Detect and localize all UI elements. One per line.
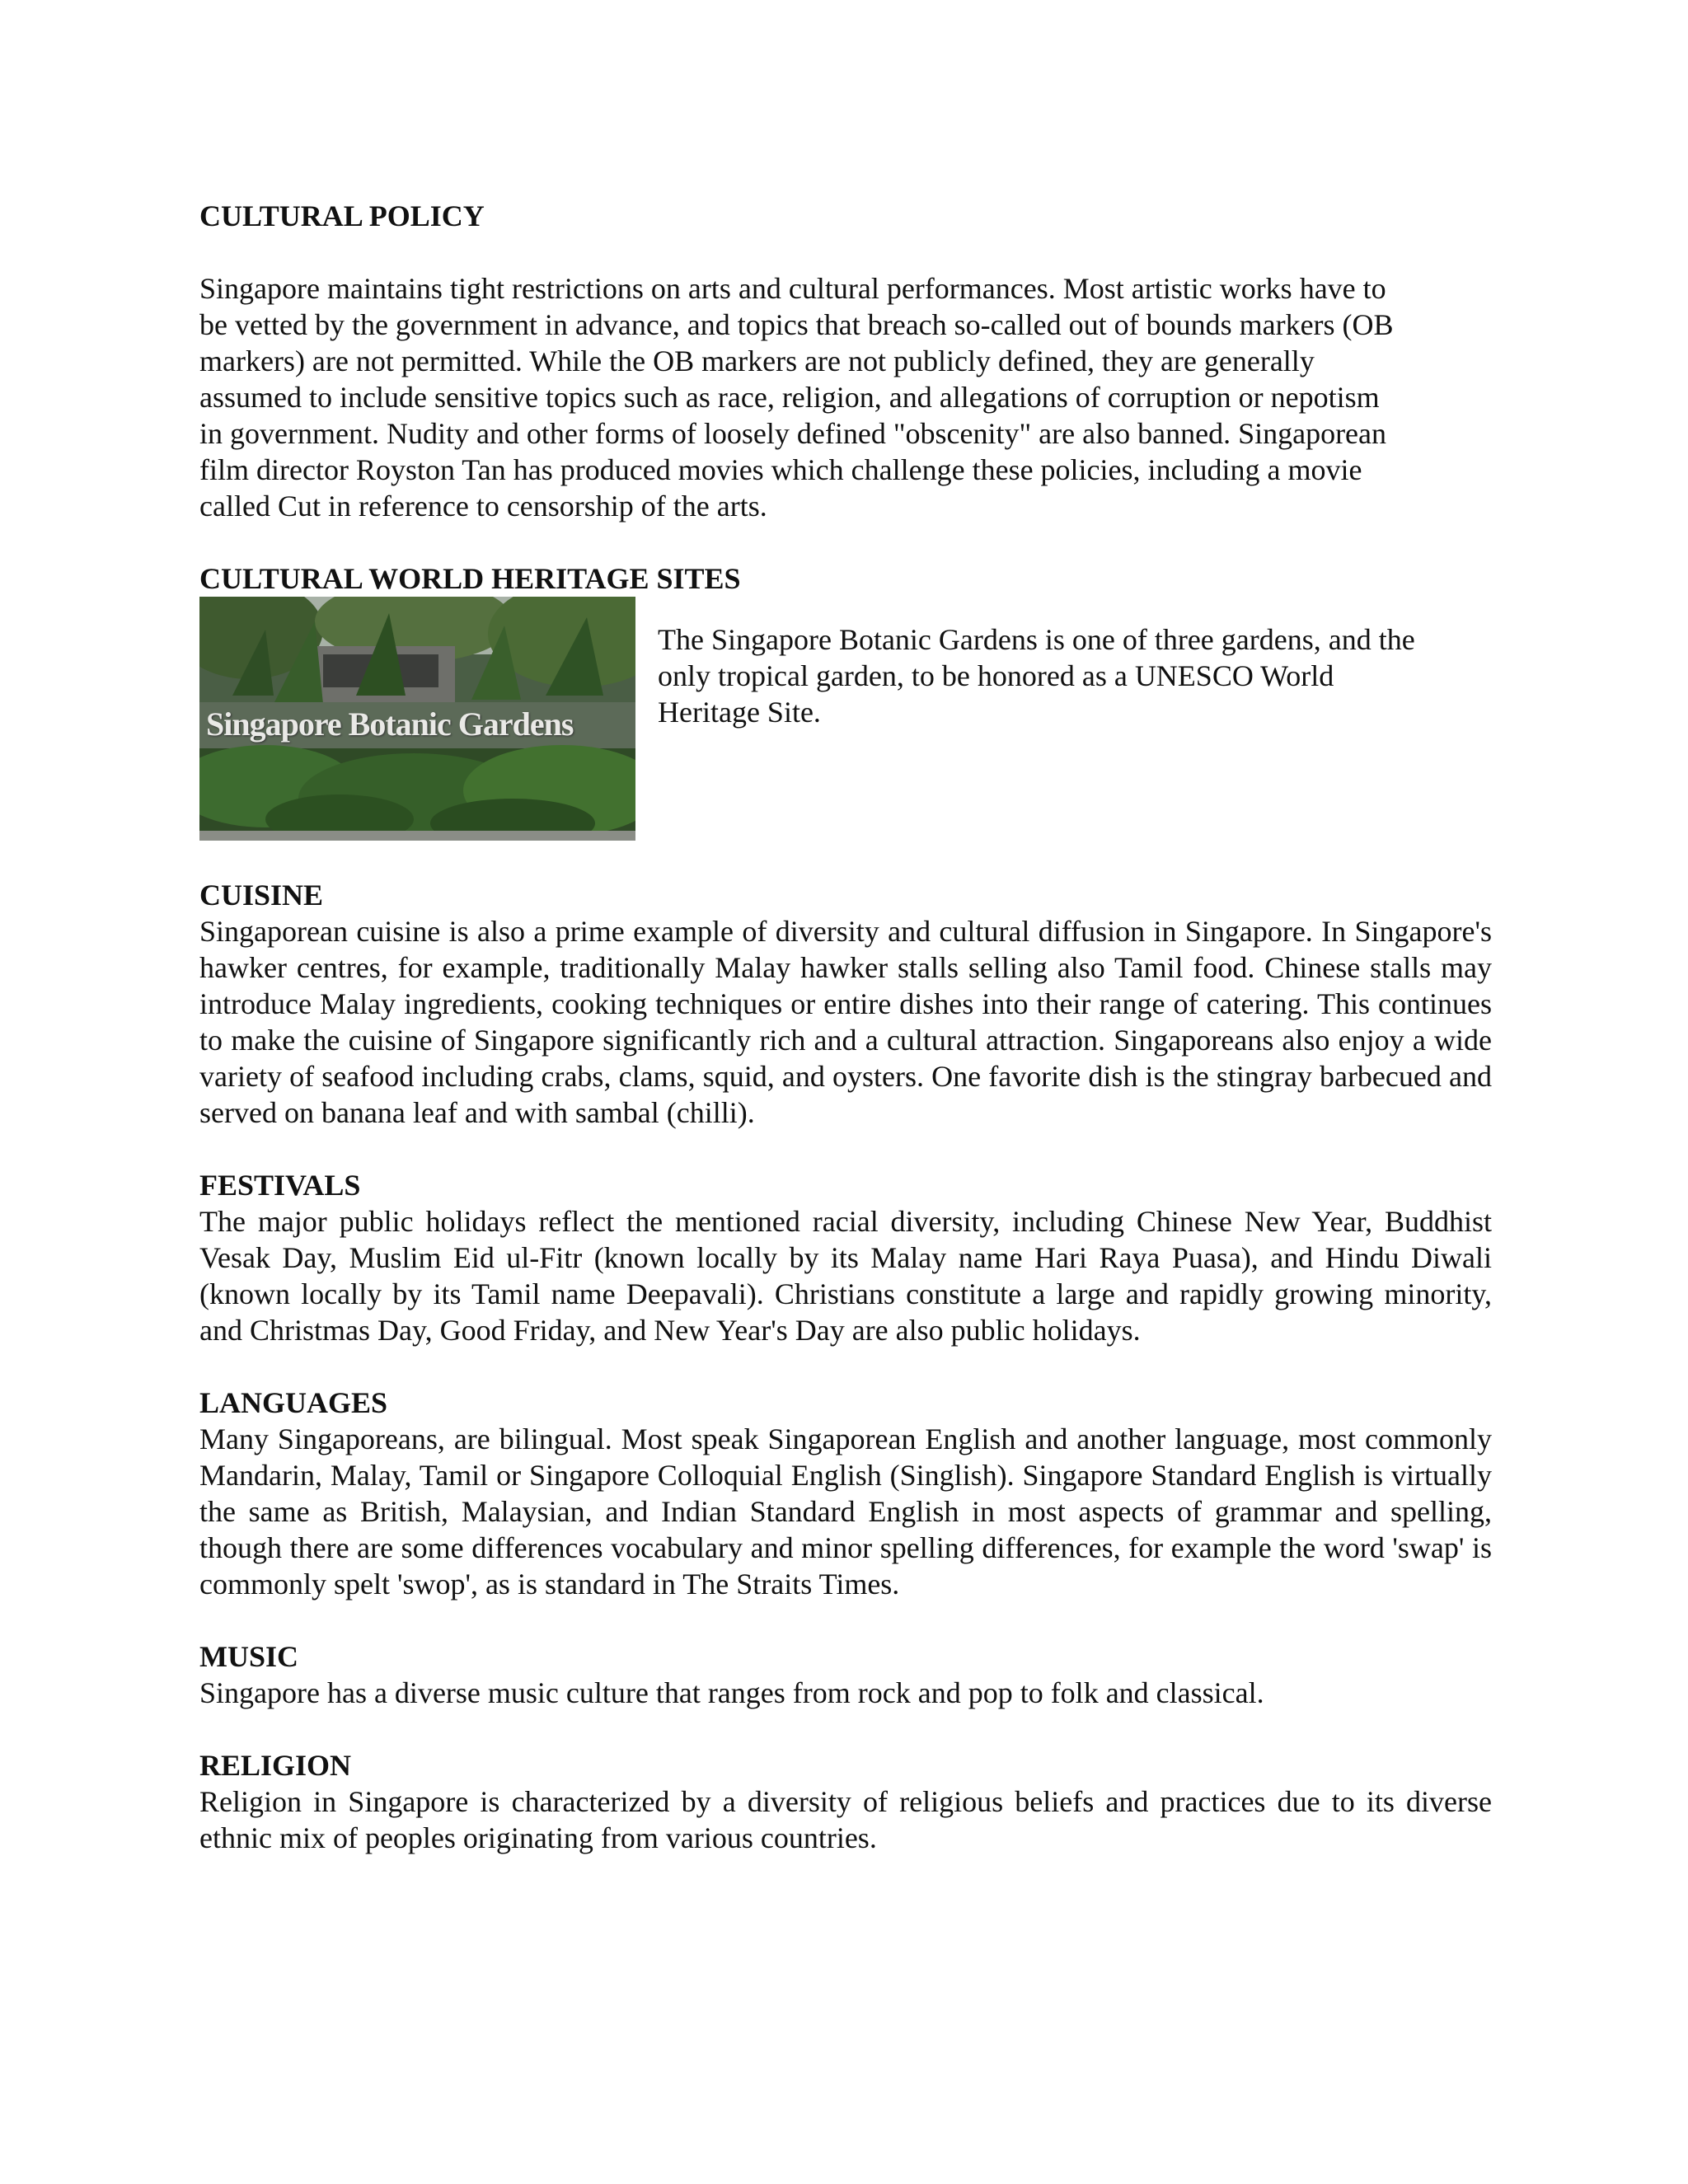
paragraph-festivals: The major public holidays reflect the mentioned racial diversity, including Chinese New Year, Buddhist Vesak Day, Muslim Eid ul-Fitr (known locally by its Malay name Hari Raya Puasa), and Hindu Diwali (known locally by its Tamil name Deepavali). Christians constitute a large and rapidly growing minority, and Christmas Day, Good Friday, and New Year's Day are also public holidays. bbox=[199, 1205, 1492, 1347]
text-line: in government. Nudity and other forms of loosely defined "obscenity" are also banned. Singaporean bbox=[199, 417, 1387, 450]
text-line: only tropical garden, to be honored as a UNESCO World bbox=[658, 659, 1334, 692]
paragraph-music: Singapore has a diverse music culture that ranges from rock and pop to folk and classical. bbox=[199, 1676, 1264, 1709]
section-languages bbox=[199, 1385, 1492, 1602]
text-line: Heritage Site. bbox=[658, 696, 821, 729]
section-heading: CUISINE bbox=[199, 879, 324, 912]
text-line: The Singapore Botanic Gardens is one of three gardens, and the bbox=[658, 623, 1415, 656]
section-festivals bbox=[199, 1167, 1492, 1348]
section-heading: FESTIVALS bbox=[199, 1169, 361, 1202]
section-heritage-sites bbox=[199, 560, 1492, 841]
section-heading: CULTURAL POLICY bbox=[199, 199, 485, 232]
document-page bbox=[199, 198, 1492, 1856]
text-line: called Cut in reference to censorship of the arts. bbox=[199, 490, 767, 523]
section-religion bbox=[199, 1747, 1492, 1856]
heritage-caption bbox=[658, 621, 1482, 730]
section-cultural-policy bbox=[199, 198, 1492, 524]
paragraph-religion: Religion in Singapore is characterized by a diversity of religious beliefs and practices due to its diverse ethnic mix of peoples originating from various countries. bbox=[199, 1785, 1492, 1854]
text-line: Singapore maintains tight restrictions on arts and cultural performances. Most artistic works have to bbox=[199, 272, 1386, 305]
text-line: film director Royston Tan has produced movies which challenge these policies, including a movie bbox=[199, 453, 1362, 486]
text-line: be vetted by the government in advance, and topics that breach so-called out of bounds markers (OB bbox=[199, 308, 1394, 341]
paragraph-cultural-policy bbox=[199, 270, 1492, 524]
section-music bbox=[199, 1638, 1492, 1711]
heritage-row bbox=[199, 597, 1492, 841]
section-heading: MUSIC bbox=[199, 1640, 299, 1673]
text-line: markers) are not permitted. While the OB markers are not publicly defined, they are generally bbox=[199, 344, 1315, 377]
section-heading: RELIGION bbox=[199, 1749, 352, 1782]
paragraph-languages: Many Singaporeans, are bilingual. Most speak Singaporean English and another language, most commonly Mandarin, Malay, Tamil or Singapore Colloquial English (Singlish). Singapore Standard English is virtually the same as British, Malaysian, and Indian Standard English in most aspects of grammar and spelling, though there are some differences vocabulary and minor spelling differences, for example the word 'swap' is commonly spelt 'swop', as is standard in The Straits Times. bbox=[199, 1422, 1492, 1601]
photo-sign-text: Singapore Botanic Gardens bbox=[206, 705, 574, 743]
text-line: assumed to include sensitive topics such as race, religion, and allegations of corruption or nepotism bbox=[199, 381, 1380, 414]
botanic-gardens-photo bbox=[199, 597, 635, 841]
section-heading: LANGUAGES bbox=[199, 1386, 388, 1419]
paragraph-cuisine: Singaporean cuisine is also a prime example of diversity and cultural diffusion in Singapore. In Singapore's hawker centres, for example, traditionally Malay hawker stalls selling also Tamil food. Chinese stalls may introduce Malay ingredients, cooking techniques or entire dishes into their range of catering. This continues to make the cuisine of Singapore significantly rich and a cultural attraction. Singaporeans also enjoy a wide variety of seafood including crabs, clams, squid, and oysters. One favorite dish is the stingray barbecued and served on banana leaf and with sambal (chilli). bbox=[199, 915, 1492, 1129]
section-heading: CULTURAL WORLD HERITAGE SITES bbox=[199, 562, 741, 595]
section-cuisine bbox=[199, 877, 1492, 1131]
